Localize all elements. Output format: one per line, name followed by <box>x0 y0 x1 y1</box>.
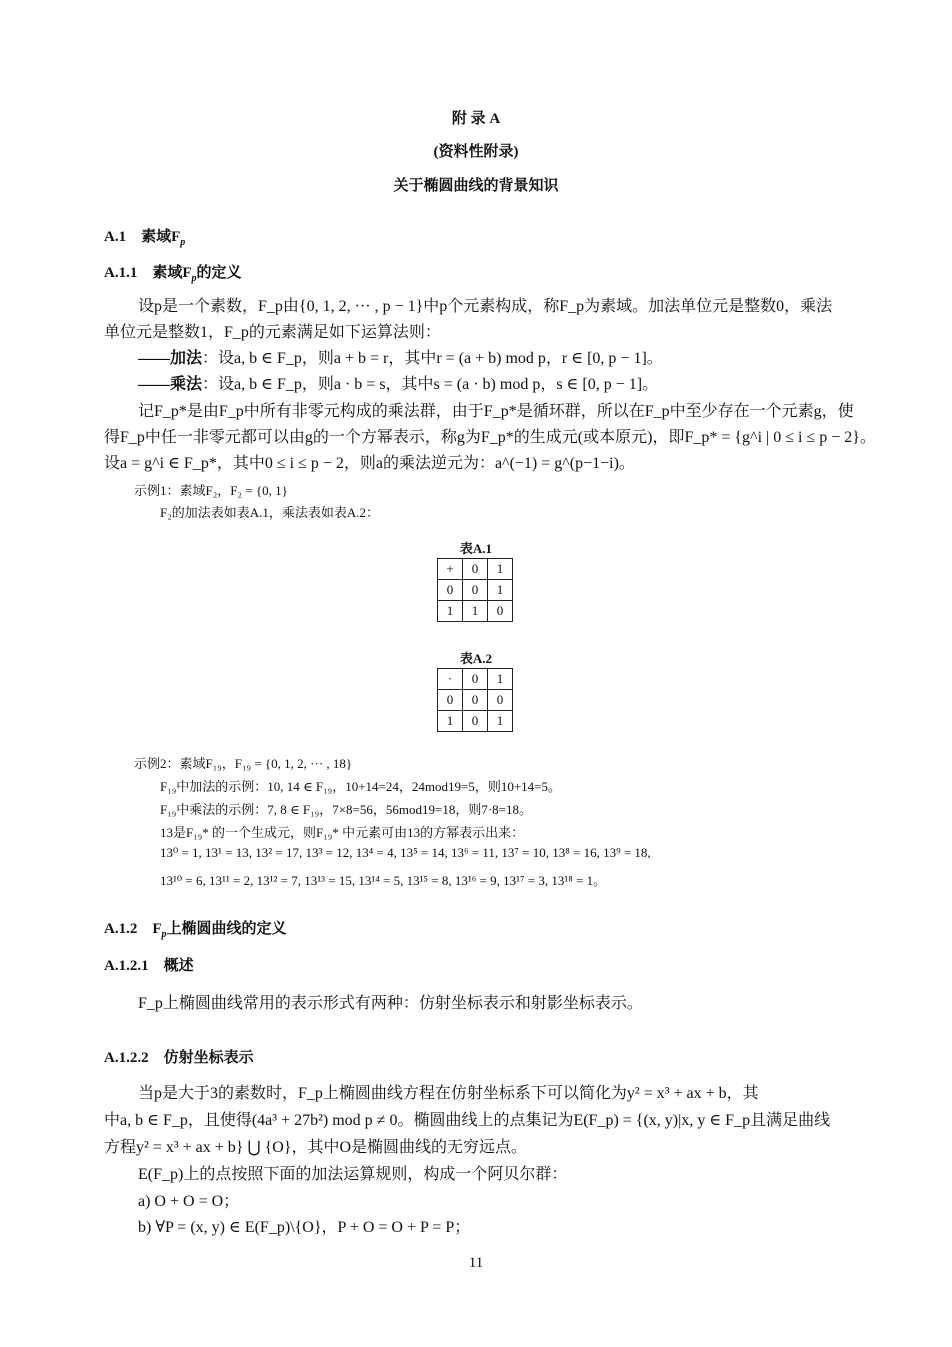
example2-powers-1: 13⁰ = 1, 13¹ = 13, 13² = 17, 13³ = 12, 13⁴ = 4, 13⁵ = 14, 13⁶ = 11, 13⁷ = 10, 13⁸ = 16, 13⁹ = 18, <box>160 845 651 860</box>
para-abelian-group: E(F_p)上的点按照下面的加法运算规则，构成一个阿贝尔群： <box>138 1166 568 1183</box>
table-a1-addition <box>437 558 513 622</box>
section-a121-heading: A.1.2.1 概述 <box>104 958 194 974</box>
table-cell: 1 <box>488 559 513 580</box>
table-cell: 1 <box>463 601 488 622</box>
table-cell: 0 <box>463 559 488 580</box>
example2-line3: F₁₉中乘法的示例：7, 8 ∈ F₁₉，7×8=56，56mod19=18，则7·8=18。 <box>160 802 532 817</box>
table-row <box>438 580 513 601</box>
para-generator-l1: 记F_p*是由F_p中所有非零元构成的乘法群，由于F_p*是循环群，所以在F_p中至少存在一个元素g，使 <box>138 403 854 420</box>
addition-rule: ——加法：设a, b ∈ F_p，则a + b = r，其中r = (a + b) mod p，r ∈ [0, p − 1]。 <box>138 350 663 367</box>
para-prime-field-l1: 设p是一个素数，F_p由{0, 1, 2, ··· , p − 1}中p个元素构成，称F_p为素域。加法单位元是整数0，乘法 <box>138 298 833 315</box>
example2-line2: F₁₉中加法的示例：10, 14 ∈ F₁₉，10+14=24，24mod19=5，则10+14=5。 <box>160 779 561 794</box>
page-number: 11 <box>468 1255 484 1271</box>
para-generator-l2: 得F_p中任一非零元都可以由g的一个方幂表示，称g为F_p*的生成元(或本原元)，即F_p* = {g^i | 0 ≤ i ≤ p − 2}。 <box>104 429 876 446</box>
table-cell: 0 <box>463 711 488 732</box>
table-cell: 0 <box>438 690 463 711</box>
table-cell: 0 <box>488 601 513 622</box>
table-cell: 1 <box>438 601 463 622</box>
multiplication-rule: ——乘法：设a, b ∈ F_p，则a · b = s，其中s = (a · b) mod p，s ∈ [0, p − 1]。 <box>138 376 659 393</box>
section-a122-heading: A.1.2.2 仿射坐标表示 <box>104 1050 254 1066</box>
table-cell: 1 <box>438 711 463 732</box>
table-cell: 1 <box>488 711 513 732</box>
table-row <box>438 601 513 622</box>
table-a1-caption: 表A.1 <box>459 541 493 556</box>
table-cell: · <box>438 669 463 690</box>
rule-a: a) O + O = O； <box>138 1193 240 1210</box>
table-cell: 0 <box>463 690 488 711</box>
example2-line1: 示例2：素域F₁₉，F₁₉ = {0, 1, 2, ··· , 18} <box>134 756 353 771</box>
para-generator-l3: 设a = g^i ∈ F_p*，其中0 ≤ i ≤ p − 2，则a的乘法逆元为：a^(−1) = g^(p−1−i)。 <box>104 455 635 472</box>
table-cell: 0 <box>488 690 513 711</box>
para-affine-l1: 当p是大于3的素数时，F_p上椭圆曲线方程在仿射坐标系下可以简化为y² = x³ + ax + b，其 <box>138 1085 759 1102</box>
section-a1-heading: A.1 素域$F_p$ <box>104 229 186 248</box>
appendix-label: 附 录 A <box>451 111 501 127</box>
para-prime-field-l2: 单位元是整数1，F_p的元素满足如下运算法则： <box>104 324 441 341</box>
table-a2-caption: 表A.2 <box>459 651 493 666</box>
appendix-kind: (资料性附录) <box>433 144 519 160</box>
example1-line2: F₂的加法表如表A.1，乘法表如表A.2： <box>160 505 380 520</box>
example2-powers-2: 13¹⁰ = 6, 13¹¹ = 2, 13¹² = 7, 13¹³ = 15, 13¹⁴ = 5, 13¹⁵ = 8, 13¹⁶ = 9, 13¹⁷ = 3, 13¹⁸ = 1。 <box>160 873 607 888</box>
para-affine-l2: 中a, b ∈ F_p，且使得(4a³ + 27b²) mod p ≠ 0。椭圆曲线上的点集记为E(F_p) = {(x, y)|x, y ∈ F_p且满足曲线 <box>104 1112 831 1129</box>
table-row <box>438 559 513 580</box>
section-a11-heading: A.1.1 素域$F_p$的定义 <box>104 265 242 284</box>
table-cell: 1 <box>488 669 513 690</box>
multiplication-rule-label: ——乘法 <box>138 376 203 393</box>
section-a12-heading: A.1.2 $F_p$上椭圆曲线的定义 <box>104 921 287 940</box>
para-representations: F_p上椭圆曲线常用的表示形式有两种：仿射坐标表示和射影坐标表示。 <box>138 995 643 1012</box>
example2-line4: 13是F₁₉* 的一个生成元，则F₁₉* 中元素可由13的方幂表示出来： <box>160 825 525 840</box>
table-cell: 0 <box>463 669 488 690</box>
addition-rule-label: ——加法 <box>138 350 203 367</box>
table-row <box>438 690 513 711</box>
table-cell: 0 <box>438 580 463 601</box>
table-row <box>438 669 513 690</box>
table-cell: 0 <box>463 580 488 601</box>
rule-b: b) ∀P = (x, y) ∈ E(F_p)\{O}，P + O = O + P = P； <box>138 1219 471 1236</box>
table-a2-multiplication <box>437 668 513 732</box>
para-affine-l3: 方程y² = x³ + ax + b} ⋃ {O}，其中O是椭圆曲线的无穷远点。 <box>104 1139 528 1156</box>
table-row <box>438 711 513 732</box>
appendix-title: 关于椭圆曲线的背景知识 <box>393 178 559 194</box>
table-cell: 1 <box>488 580 513 601</box>
table-cell: + <box>438 559 463 580</box>
example1-line1: 示例1：素域F₂，F₂ = {0, 1} <box>134 483 288 498</box>
